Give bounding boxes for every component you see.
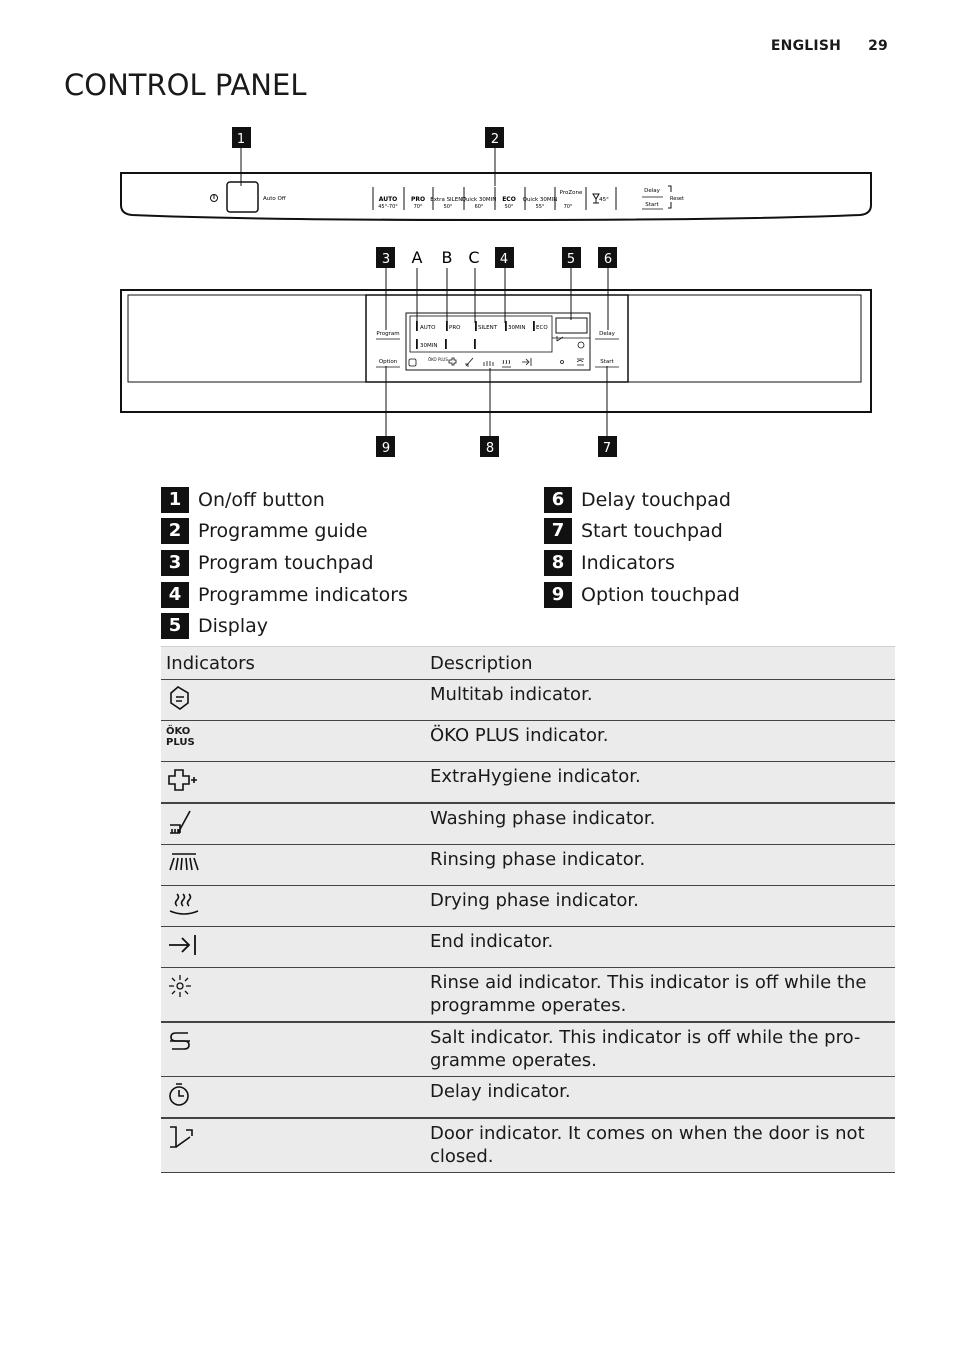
svg-text:1: 1: [236, 132, 246, 147]
prog-quick30-55: Quick 30MIN: [522, 197, 558, 203]
legend-left: [161, 484, 408, 642]
prog-eco-temp: 50°: [504, 204, 514, 210]
svg-text:2: 2: [490, 132, 500, 147]
delay-icon: [166, 1082, 194, 1108]
svg-text:PRO: PRO: [449, 325, 461, 331]
legend-right: [544, 484, 740, 610]
lower-panel: [121, 290, 871, 412]
prog-prozone-temp: 70°: [563, 204, 573, 210]
svg-text:6: 6: [603, 252, 613, 267]
rinse-aid-icon: [166, 973, 194, 999]
svg-text:ECO: ECO: [536, 325, 548, 331]
legend-item-1: 1 On/off button: [161, 484, 408, 516]
extrahygiene-icon: [166, 767, 200, 793]
header-indicators: Indicators: [161, 647, 425, 680]
callout-c: C: [468, 248, 480, 267]
callout-b: B: [441, 248, 453, 267]
table-row: Rinsing phase indicator.: [161, 845, 895, 886]
table-row: ÖKO PLUS ÖKO PLUS indicator.: [161, 721, 895, 762]
table-row: ExtraHygiene indicator.: [161, 762, 895, 804]
reset-label: Reset: [670, 196, 684, 202]
glass-temp: 45°: [599, 197, 609, 203]
legend-item-6: 6 Delay touchpad: [544, 484, 740, 516]
legend-item-5: 5 Display: [161, 610, 408, 642]
lower-oko-plus: ÖKO PLUS: [428, 357, 448, 362]
rinsing-phase-icon: [166, 850, 202, 876]
display: [556, 318, 587, 333]
svg-text:3: 3: [381, 252, 391, 267]
svg-text:30MIN: 30MIN: [508, 325, 526, 331]
option-touchpad[interactable]: Option: [378, 359, 398, 365]
delay-touchpad[interactable]: Delay: [599, 331, 615, 337]
table-header-row: [161, 647, 895, 680]
legend-item-8: 8 Indicators: [544, 547, 740, 579]
prog-extra-silent-temp: 50°: [443, 204, 453, 210]
prog-eco: ECO: [502, 196, 516, 203]
indicators-table: [161, 646, 895, 1173]
table-row: Door indicator. It comes on when the door is not closed.: [161, 1118, 895, 1173]
end-icon: [166, 932, 200, 958]
legend-item-2: 2 Programme guide: [161, 516, 408, 548]
table-row: Multitab indicator.: [161, 680, 895, 721]
callout-a: A: [411, 248, 423, 267]
on-off-button[interactable]: [227, 182, 258, 212]
program-touchpad[interactable]: Program: [376, 331, 400, 337]
language-label: ENGLISH: [770, 38, 842, 54]
prog-quick30-60-temp: 60°: [474, 204, 484, 210]
prog-prozone: ProZone: [559, 190, 583, 196]
svg-text:8: 8: [485, 441, 495, 456]
control-panel-figure: [0, 0, 954, 470]
legend-item-4: 4 Programme indicators: [161, 579, 408, 611]
drying-phase-icon: [166, 891, 202, 917]
door-icon: [166, 1124, 200, 1150]
svg-text:5: 5: [566, 252, 576, 267]
table-row: Delay indicator.: [161, 1077, 895, 1119]
top-panel: [121, 173, 871, 220]
svg-text:30MIN: 30MIN: [420, 343, 438, 349]
prog-pro-temp: 70°: [413, 204, 423, 210]
page-title: CONTROL PANEL: [64, 68, 307, 102]
prog-auto: AUTO: [378, 196, 398, 203]
prog-extra-silent: Extra SILENT: [430, 197, 466, 203]
start-touchpad[interactable]: Start: [600, 359, 614, 365]
table-row: Drying phase indicator.: [161, 886, 895, 927]
header-description: Description: [425, 647, 895, 680]
prog-auto-temp: 45°-70°: [378, 204, 398, 210]
svg-text:SILENT: SILENT: [478, 325, 498, 331]
table-row: Rinse aid indicator. This indicator is off while the programme operates.: [161, 968, 895, 1023]
auto-off-label: Auto Off: [263, 196, 286, 202]
svg-text:9: 9: [381, 441, 391, 456]
legend-item-7: 7 Start touchpad: [544, 516, 740, 548]
table-row: Salt indicator. This indicator is off while the pro-gramme operates.: [161, 1022, 895, 1077]
page-number: 29: [868, 38, 888, 54]
table-row: Washing phase indicator.: [161, 803, 895, 845]
prog-pro: PRO: [410, 196, 426, 203]
oko-plus-icon: ÖKO PLUS: [166, 726, 195, 748]
delay-label-top: Delay: [644, 188, 660, 194]
svg-text:4: 4: [499, 252, 509, 267]
legend-item-9: 9 Option touchpad: [544, 579, 740, 611]
multitab-icon: [166, 685, 194, 711]
svg-text:7: 7: [602, 441, 612, 456]
table-row: End indicator.: [161, 927, 895, 968]
salt-icon: [166, 1028, 194, 1054]
svg-text:AUTO: AUTO: [420, 325, 436, 331]
washing-phase-icon: [166, 809, 194, 835]
prog-quick30-60: Quick 30MIN: [461, 197, 497, 203]
legend-item-3: 3 Program touchpad: [161, 547, 408, 579]
start-label-top: Start: [645, 202, 659, 208]
prog-quick30-55-temp: 55°: [535, 204, 545, 210]
